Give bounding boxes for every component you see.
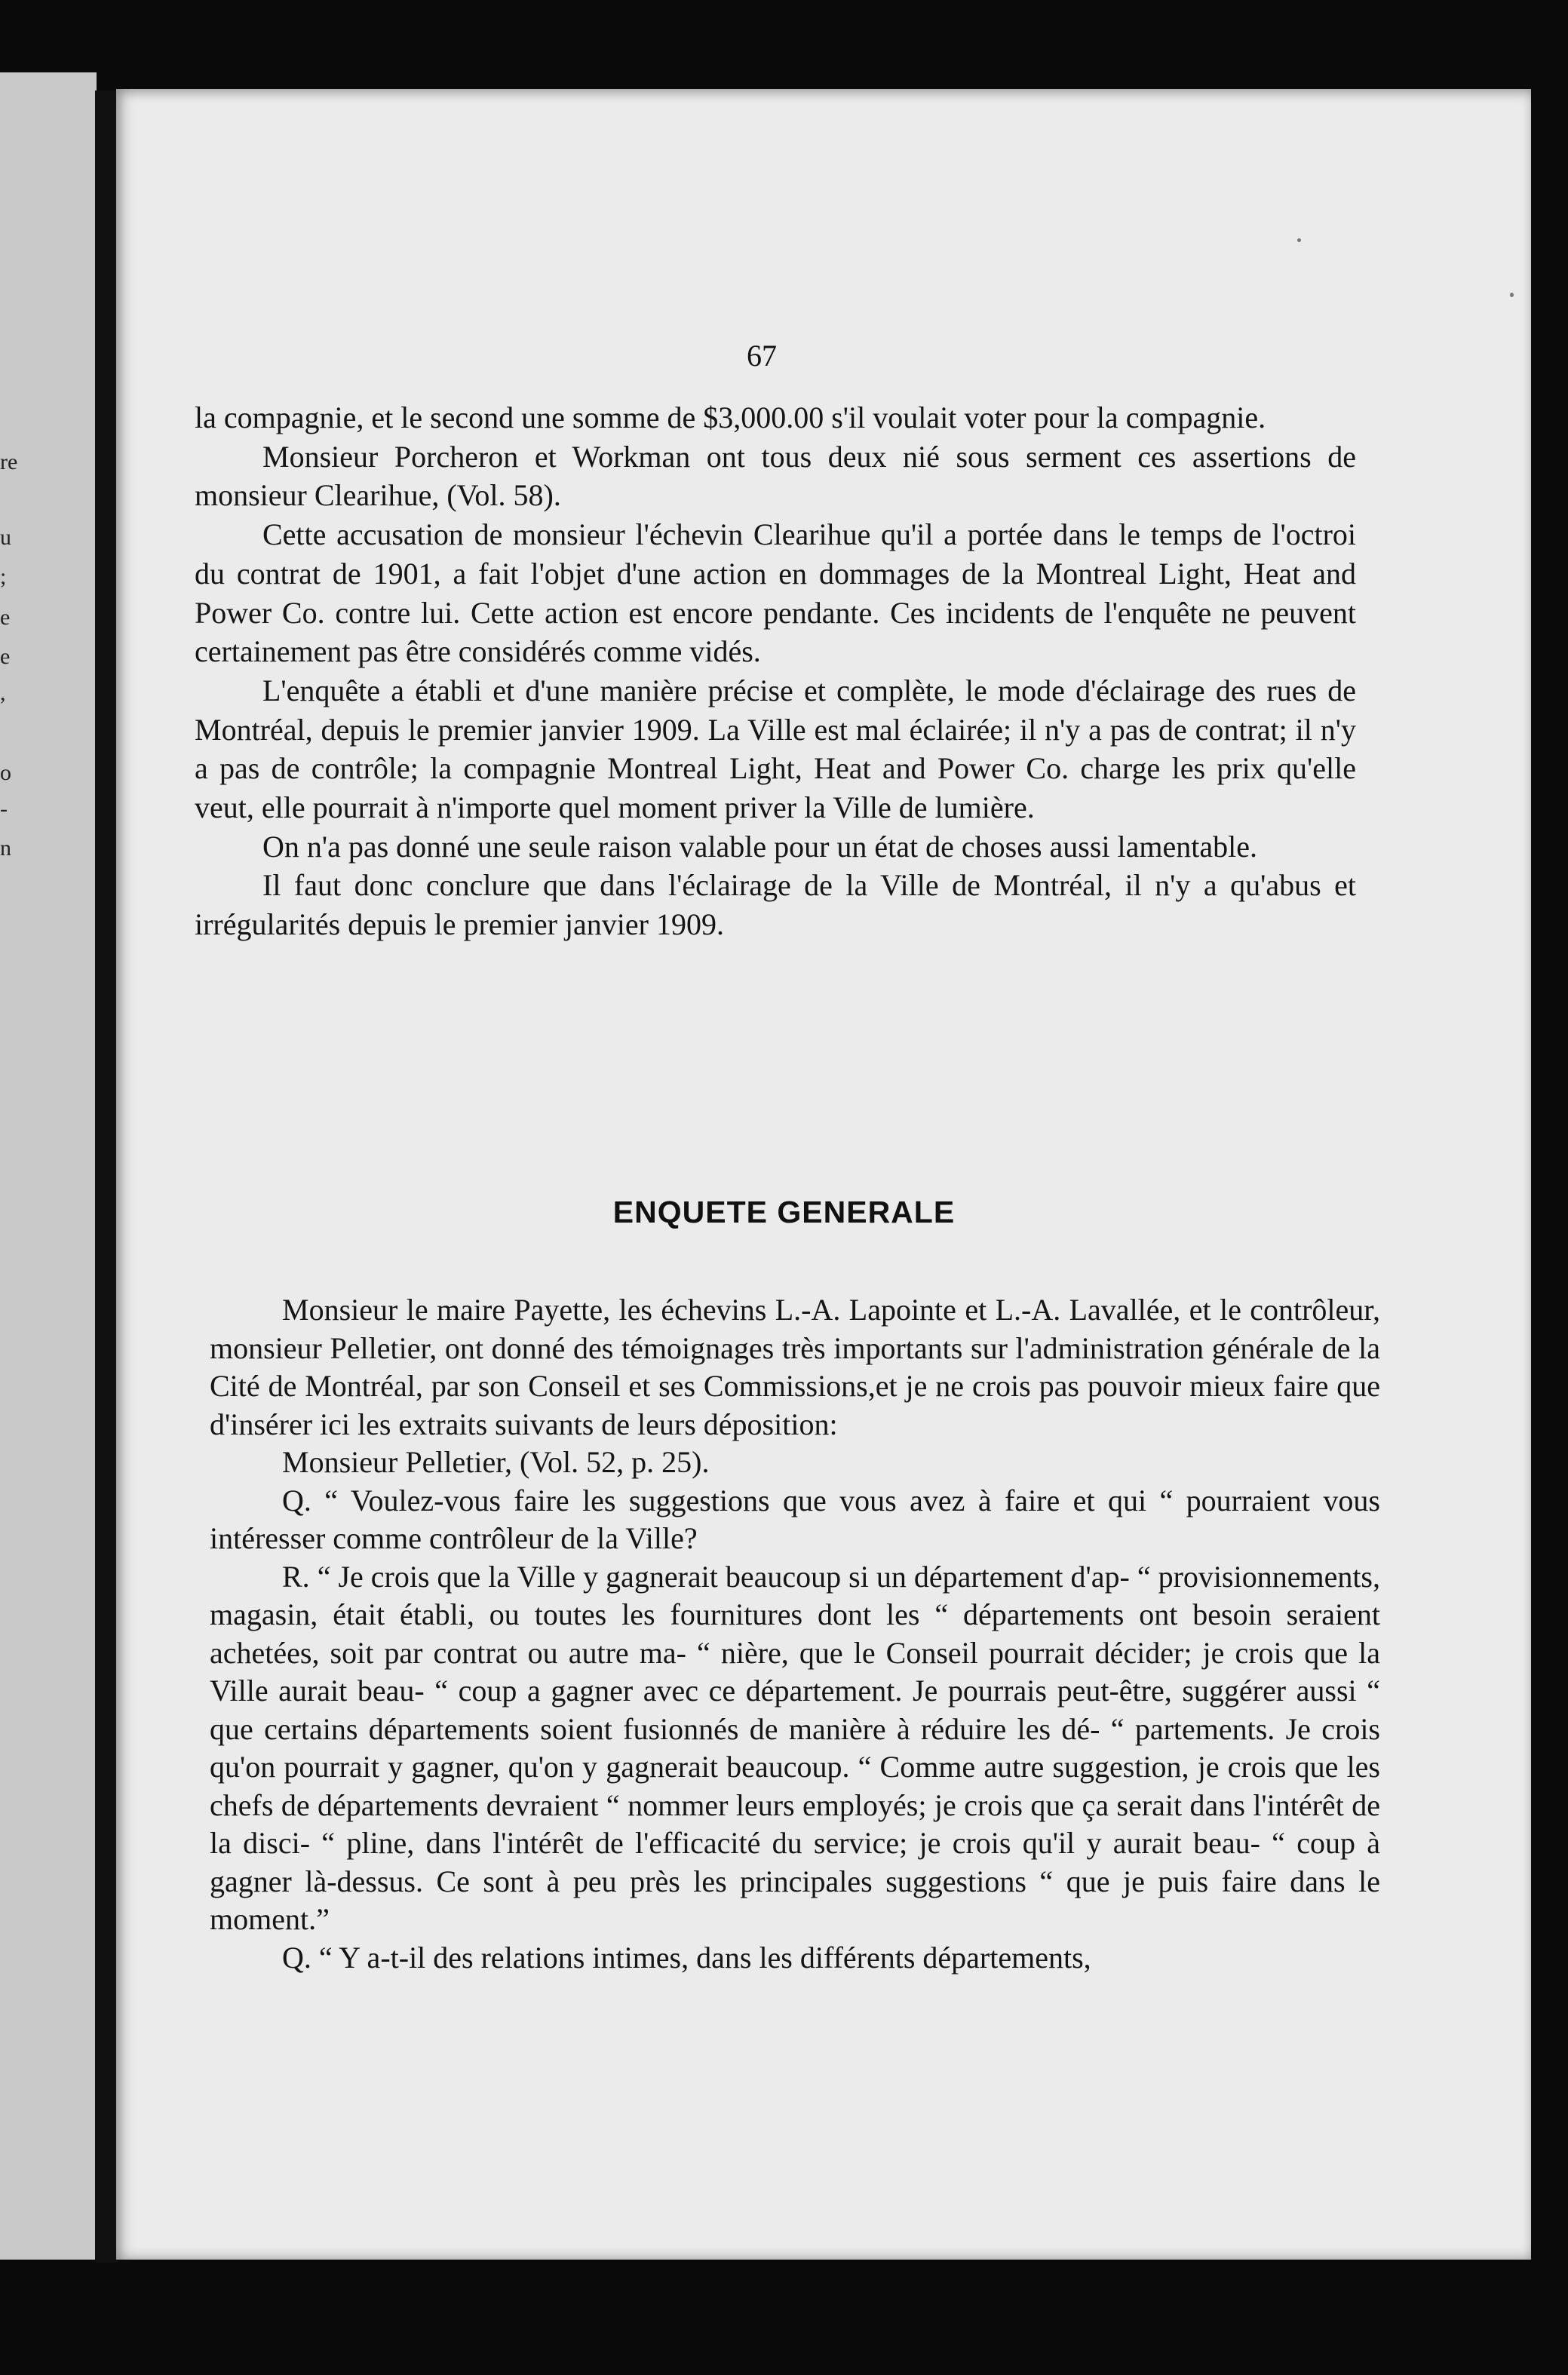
paper-speck [1297, 238, 1301, 242]
paragraph: Monsieur le maire Payette, les échevins L.-A. Lapointe et L.-A. Lavallée, et le contrôleur, monsieur Pelletier, ont donné des témoignages très importants sur l'administration générale de la Cité de Montréal, par son Conseil et ses Commissions,et je ne crois pas pouvoir mieux faire que d'insérer ici les extraits suivants de leurs déposition: [210, 1293, 1380, 1441]
page-number: 67 [747, 339, 777, 373]
question-paragraph: Q. “ Voulez-vous faire les suggestions que vous avez à faire et qui “ pourraient vous intéresser comme contrôleur de la Ville? [210, 1483, 1380, 1555]
left-page-fragment: - [0, 796, 8, 821]
left-page-fragment: re [0, 450, 18, 474]
book-spine [95, 91, 118, 2263]
left-page-fragment: ; [0, 564, 7, 589]
section-heading: ENQUETE GENERALE [612, 1195, 956, 1229]
paragraph: L'enquête a établi et d'une manière précise et complète, le mode d'éclairage des rues de Montréal, depuis le premier janvier 1909. La Ville est mal éclairée; il n'y a pas de contrat; il n'y a pas de contrôle; la compagnie Montreal Light, Heat and Power Co. charge les prix qu'elle veut, elle pourrait à n'importe quel moment priver la Ville de lumière. [195, 673, 1356, 825]
left-page-fragment: o [0, 760, 11, 785]
paragraph: On n'a pas donné une seule raison valable pour un état de choses aussi lamentable. [262, 829, 1258, 864]
body-text-top [195, 398, 1356, 944]
paragraph: Monsieur Pelletier, (Vol. 52, p. 25). [282, 1445, 710, 1479]
left-page-fragment: e [0, 644, 11, 669]
left-page-fragment: u [0, 525, 11, 550]
left-page-fragment: e [0, 605, 11, 630]
paper-speck [1510, 293, 1514, 297]
left-page-fragment: , [0, 680, 6, 705]
left-page-edge [0, 72, 97, 2260]
paragraph: Cette accusation de monsieur l'échevin Clearihue qu'il a portée dans le temps de l'octroi du contrat de 1901, a fait l'objet d'une action en dommages de la Montreal Light, Heat and Power Co. contre lui. Cette action est encore pendante. Ces incidents de l'enquête ne peuvent certainement pas être considérés comme vidés. [195, 517, 1356, 669]
paragraph: la compagnie, et le second une somme de $3,000.00 s'il voulait voter pour la compagnie. [195, 400, 1266, 434]
paragraph: Il faut donc conclure que dans l'éclairage de la Ville de Montréal, il n'y a qu'abus et irrégularités depuis le premier janvier 1909. [195, 868, 1356, 942]
answer-paragraph: R. “ Je crois que la Ville y gagnerait beaucoup si un département d'ap- “ provisionnements, magasin, était établi, ou toutes les fournitures dont les “ départements ont besoin seraient achetées, soit par contrat ou autre ma- “ nière, que le Conseil pourrait décider; je crois que la Ville aurait beau- “ coup a gagner avec ce département. Je pourrais peut-être, suggérer aussi “ que certains départements soient fusionnés de manière à réduire les dé- “ partements. Je crois qu'on pourrait y gagner, qu'on y gagnerait beaucoup. “ Comme autre suggestion, je crois que les chefs de départements devraient “ nommer leurs employés; je crois que ça serait dans l'intérêt de la disci- “ pline, dans l'intérêt de l'efficacité du service; je crois qu'il y aurait beau- “ coup à gagner là-dessus. Ce sont à peu près les principales suggestions “ que je puis faire dans le moment.” [210, 1559, 1380, 1936]
left-page-fragment: n [0, 836, 11, 861]
body-text-bottom [210, 1291, 1380, 1977]
question-paragraph: Q. “ Y a-t-il des relations intimes, dans les différents départements, [282, 1940, 1091, 1975]
paragraph: Monsieur Porcheron et Workman ont tous deux nié sous serment ces assertions de monsieur Clearihue, (Vol. 58). [195, 439, 1356, 513]
